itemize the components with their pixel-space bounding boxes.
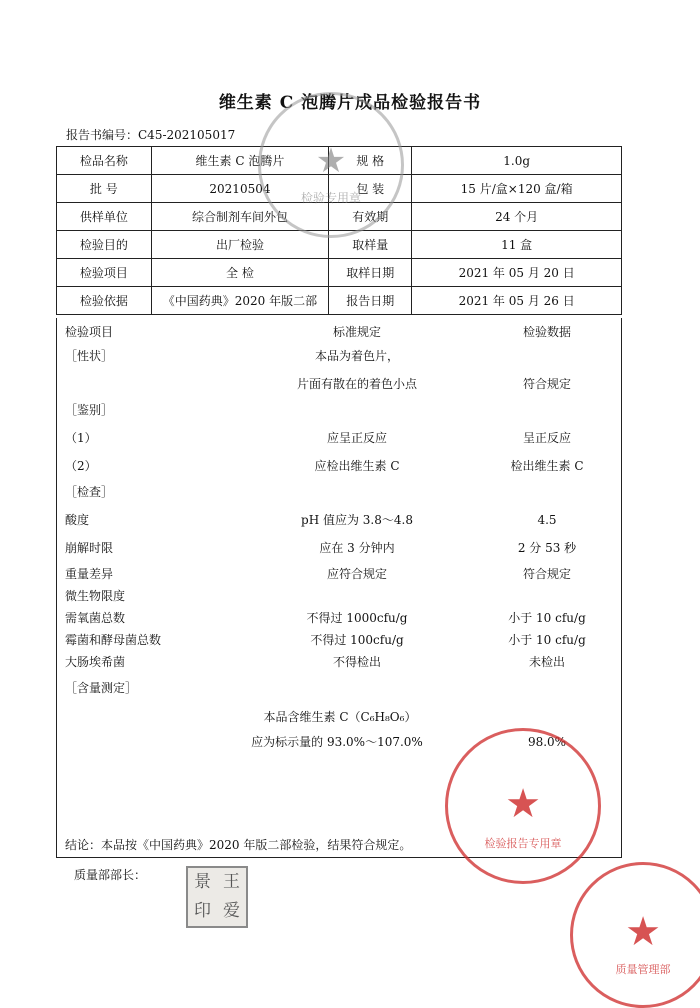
personal-seal-char: 王 <box>223 872 240 892</box>
info-value: 20210504 <box>151 175 329 203</box>
micro-item: 霉菌和酵母菌总数 <box>65 633 162 647</box>
assay-standard-2: 应为标示量的 93.0%～107.0% <box>251 735 423 749</box>
check-item: 崩解时限 <box>65 541 114 555</box>
info-value: 综合制剂车间外包 <box>151 203 329 231</box>
ident-result: 呈正反应 <box>522 431 571 445</box>
info-label: 取样量 <box>329 231 412 259</box>
info-value: 11 盒 <box>412 231 622 259</box>
info-label: 检品名称 <box>57 147 152 175</box>
micro-row <box>57 652 623 672</box>
star-icon: ★ <box>505 781 541 827</box>
check-standard: 应符合规定 <box>326 567 387 581</box>
check-row <box>57 564 623 584</box>
info-value: 出厂检验 <box>151 231 329 259</box>
info-value: 2021 年 05 月 26 日 <box>412 287 622 315</box>
micro-row <box>57 630 623 650</box>
seal-sub-text: 检验报告专用章 <box>484 837 562 850</box>
ident-row <box>57 456 623 476</box>
micro-label: 微生物限度 <box>65 589 126 603</box>
info-label: 取样日期 <box>329 259 412 287</box>
assay-result: 98.0% <box>527 735 567 749</box>
assay-label: ［含量测定］ <box>65 681 138 695</box>
traits-standard-1: 本品为着色片， <box>314 349 399 363</box>
ident-label: ［鉴别］ <box>65 403 114 417</box>
check-result: 4.5 <box>537 513 557 527</box>
ident-result: 检出维生素 C <box>510 459 584 473</box>
detail-header-row <box>57 322 623 342</box>
info-label: 检验依据 <box>57 287 152 315</box>
check-result: 符合规定 <box>522 567 571 581</box>
info-value: 24 个月 <box>412 203 622 231</box>
micro-item: 大肠埃希菌 <box>65 655 126 669</box>
inspection-seal-top <box>258 92 404 238</box>
qa-head-label: 质量部部长： <box>74 868 147 882</box>
micro-label-row <box>57 586 623 606</box>
micro-standard: 不得检出 <box>332 655 381 669</box>
traits-row <box>57 346 623 366</box>
check-standard: 应在 3 分钟内 <box>319 541 395 555</box>
info-value: 2021 年 05 月 20 日 <box>412 259 622 287</box>
ident-standard: 应检出维生素 C <box>314 459 400 473</box>
star-icon: ★ <box>625 909 661 955</box>
micro-standard: 不得过 1000cfu/g <box>306 611 408 625</box>
seal-sub-text: 检验专用章 <box>300 191 361 205</box>
ident-standard: 应呈正反应 <box>326 431 387 445</box>
assay-label-row <box>57 678 623 698</box>
micro-result: 小于 10 cfu/g <box>508 611 586 625</box>
info-label: 检验项目 <box>57 259 152 287</box>
info-label: 供样单位 <box>57 203 152 231</box>
check-item: 重量差异 <box>65 567 114 581</box>
traits-row-2 <box>57 374 623 394</box>
micro-result: 小于 10 cfu/g <box>508 633 586 647</box>
micro-item: 需氧菌总数 <box>65 611 126 625</box>
micro-standard: 不得过 100cfu/g <box>310 633 404 647</box>
info-label: 有效期 <box>329 203 412 231</box>
conclusion: 结论：本品按《中国药典》2020 年版二部检验，结果符合规定。 <box>65 838 412 852</box>
personal-seal-char: 景 <box>194 872 211 892</box>
check-row <box>57 510 623 530</box>
micro-row <box>57 608 623 628</box>
star-icon: ★ <box>315 141 347 181</box>
info-label: 规 格 <box>329 147 412 175</box>
personal-seal-char: 爱 <box>223 901 240 921</box>
check-result: 2 分 53 秒 <box>517 541 577 555</box>
info-value: 15 片/盒×120 盒/箱 <box>412 175 622 203</box>
traits-label: ［性状］ <box>65 349 114 363</box>
info-label: 批 号 <box>57 175 152 203</box>
info-row <box>57 287 622 315</box>
seal-sub-text: 质量管理部 <box>615 963 671 976</box>
info-label: 包 装 <box>329 175 412 203</box>
assay-standard-1: 本品含维生素 C（C₆H₈O₆） <box>263 710 417 724</box>
info-value: 维生素 C 泡腾片 <box>151 147 329 175</box>
check-item: 酸度 <box>65 513 90 527</box>
check-row <box>57 538 623 558</box>
info-label: 检验目的 <box>57 231 152 259</box>
ident-row <box>57 428 623 448</box>
micro-result: 未检出 <box>528 655 565 669</box>
traits-standard-2: 片面有散在的着色小点 <box>296 377 417 391</box>
traits-result: 符合规定 <box>522 377 571 391</box>
header-standard: 标准规定 <box>332 325 381 339</box>
report-number: 报告书编号：C45-202105017 <box>66 128 236 142</box>
check-label-row <box>57 482 623 502</box>
ident-item: （2） <box>65 459 97 473</box>
personal-seal <box>186 866 248 928</box>
ident-label-row <box>57 400 623 420</box>
check-label: ［检查］ <box>65 485 114 499</box>
info-row <box>57 259 622 287</box>
personal-seal-char: 印 <box>194 901 211 921</box>
company-seal-bottom <box>570 862 700 1008</box>
info-value: 1.0g <box>412 147 622 175</box>
ident-item: （1） <box>65 431 97 445</box>
info-label: 报告日期 <box>329 287 412 315</box>
info-value: 全 检 <box>151 259 329 287</box>
info-value: 《中国药典》2020 年版二部 <box>151 287 329 315</box>
check-standard: pH 值应为 3.8～4.8 <box>301 513 413 527</box>
company-seal-middle <box>445 728 601 884</box>
header-result: 检验数据 <box>522 325 571 339</box>
report-title: 维生素 C 泡腾片成品检验报告书 <box>218 93 482 113</box>
header-item: 检验项目 <box>65 325 114 339</box>
